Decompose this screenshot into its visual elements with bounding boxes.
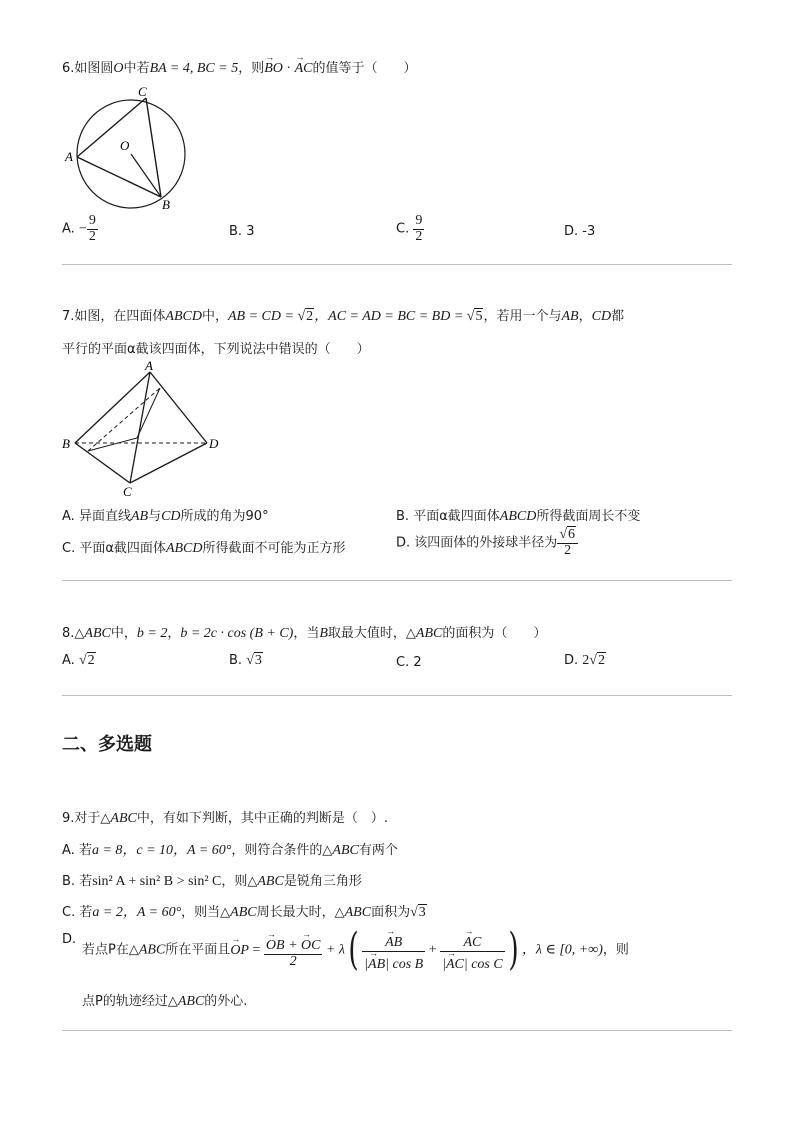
q6-option-d: D. -3 — [564, 224, 596, 239]
q6-stem: 6.如图圆O中若BA = 4, BC = 5，则→ BO · → AC的值等于（ ） — [62, 57, 416, 77]
divider — [62, 695, 732, 696]
q9-option-d-formula: 若点P在△ABC所在平面且→ OP = → $\frac{OB + \to OC}{2}$ + λ( → $\frac{AB}{\text{|→ AB| cos B}}$ + → $\frac{AC}{\text{|→ AC| cos C}}$ ) ，λ ∈ [0, +∞)，则 — [82, 928, 629, 972]
q8-option-c: C. 2 — [396, 655, 422, 670]
q6-option-a: A. − $\frac{9}{2}$ — [62, 213, 96, 244]
q7-tetrahedron-figure — [62, 360, 232, 500]
divider — [62, 1030, 732, 1031]
q6-option-b: B. 3 — [229, 224, 255, 239]
q7-option-d: D. 该四面体的外接球半径为 $\frac{√6}{2}$ — [396, 528, 578, 558]
q7-option-a: A. 异面直线AB与CD所成的角为90° — [62, 509, 269, 524]
q9-stem: 9.对于△ABC中，有如下判断，其中正确的判断是（ ）. — [62, 811, 388, 826]
q7-option-b: B. 平面α截四面体ABCD所得截面周长不变 — [396, 509, 641, 524]
fig-label-o: O — [120, 138, 130, 153]
q7-stem-line1: 7.如图，在四面体ABCD中，AB = CD = √2，AC = AD = BC = BD = √5，若用一个与AB，CD都 — [62, 309, 625, 324]
fig-label-c: C — [138, 84, 147, 99]
fig-label-b: B — [62, 436, 70, 451]
q7-option-c: C. 平面α截四面体ABCD所得截面不可能为正方形 — [62, 541, 346, 556]
divider — [62, 264, 732, 265]
fig-label-b: B — [162, 197, 170, 212]
q8-stem: 8.△ABC中，b = 2，b = 2c · cos (B + C)，当B取最大值时，△ABC的面积为（ ） — [62, 626, 547, 641]
q6-option-c: C. $\frac{9}{2}$ — [396, 213, 423, 244]
q7-stem-line2: 平行的平面α截该四面体，下列说法中错误的（ ） — [62, 342, 370, 357]
fig-label-d: D — [209, 436, 219, 451]
q9-option-c: C. 若a = 2，A = 60°，则当△ABC周长最大时，△ABC面积为√3 — [62, 905, 426, 920]
q9-option-d-line2: 点P的轨迹经过△ABC的外心. — [82, 994, 248, 1009]
q8-option-a: A. √2 — [62, 653, 95, 668]
divider — [62, 580, 732, 581]
q9-option-b: B. 若sin² A + sin² B > sin² C，则△ABC是锐角三角形 — [62, 874, 362, 889]
q6-circle-figure — [62, 84, 192, 214]
fig-label-a: A — [145, 360, 153, 373]
q8-option-d: D. 2√2 — [564, 653, 605, 668]
q9-option-d-label: D. — [62, 932, 77, 947]
q8-option-b: B. √3 — [229, 653, 262, 668]
fig-label-a: A — [65, 149, 73, 164]
q9-option-a: A. 若a = 8，c = 10，A = 60°，则符合条件的△ABC有两个 — [62, 843, 398, 858]
section-heading: 二、多选题 — [62, 734, 152, 755]
fig-label-c: C — [123, 484, 132, 499]
